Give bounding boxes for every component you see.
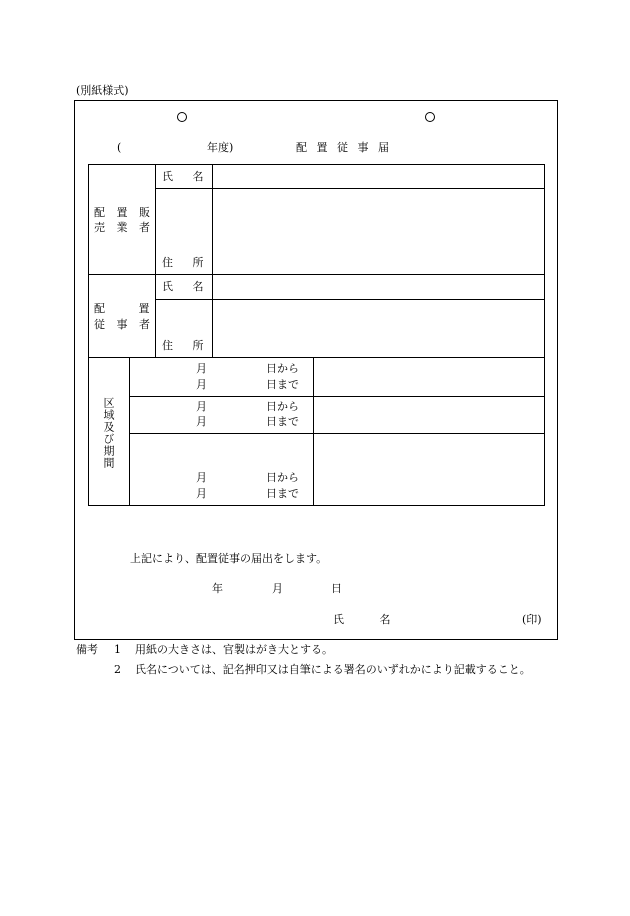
seller-name-label: 氏 名 [162,170,212,183]
period-row3-from: 日から [266,471,299,484]
line-period-2 [129,433,545,434]
signature-name-label: 氏 名 [333,613,407,626]
form-title: 配 置 従 事 届 [296,141,392,154]
date-day: 日 [331,582,342,595]
punch-hole-right [425,112,435,122]
staff-name-field[interactable] [218,280,540,295]
punch-hole-left [177,112,187,122]
period-row3-to: 日まで [266,487,299,500]
staff-label-line2: 従 事 者 [94,318,154,331]
line-period-area-col [313,357,314,506]
period-row1-to: 日まで [266,378,299,391]
period-row3-month-from: 月 [196,471,207,484]
staff-address-field[interactable] [218,304,540,354]
note-1-text: 用紙の大きさは、官製はがき大とする。 [135,643,333,656]
period-row1-month-to: 月 [196,378,207,391]
year-label: 年度) [207,141,234,154]
period-row2-to: 日まで [266,415,299,428]
notes-heading: 備考 [76,643,98,656]
line-field-col [212,164,213,357]
line-period-label-col [129,357,130,506]
line-label-col [155,164,156,357]
line-seller-name [155,188,545,189]
line-period-1 [129,396,545,397]
period-label: 区域及び期間 [102,397,115,469]
note-1-number: 1 [114,643,121,656]
seller-address-label: 住 所 [162,256,212,269]
period-row3-month-to: 月 [196,487,207,500]
line-seller-bottom [88,274,545,275]
staff-name-label: 氏 名 [162,280,212,293]
seller-label-line1: 配 置 販 [94,206,154,219]
line-staff-bottom [88,357,545,358]
note-2-number: 2 [114,663,121,676]
period-row1-from: 日から [266,362,299,375]
line-staff-name [155,299,545,300]
staff-label-line1: 配 置 [94,302,165,315]
declaration-text: 上記により、配置従事の届出をします。 [130,552,328,565]
year-open-paren: ( [117,141,122,154]
note-2-text: 氏名については、記名押印又は自筆による署名のいずれかにより記載すること。 [135,663,531,676]
seal-mark: (印) [522,613,542,626]
period-row2-from: 日から [266,400,299,413]
period-row2-month-to: 月 [196,415,207,428]
staff-address-label: 住 所 [162,339,212,352]
form-label: (別紙様式) [76,84,129,97]
date-year: 年 [212,582,223,595]
date-month: 月 [272,582,283,595]
seller-address-field[interactable] [218,194,540,270]
period-row2-month-from: 月 [196,400,207,413]
seller-name-field[interactable] [218,171,540,185]
period-row1-month-from: 月 [196,362,207,375]
seller-label-line2: 売 業 者 [94,221,154,234]
